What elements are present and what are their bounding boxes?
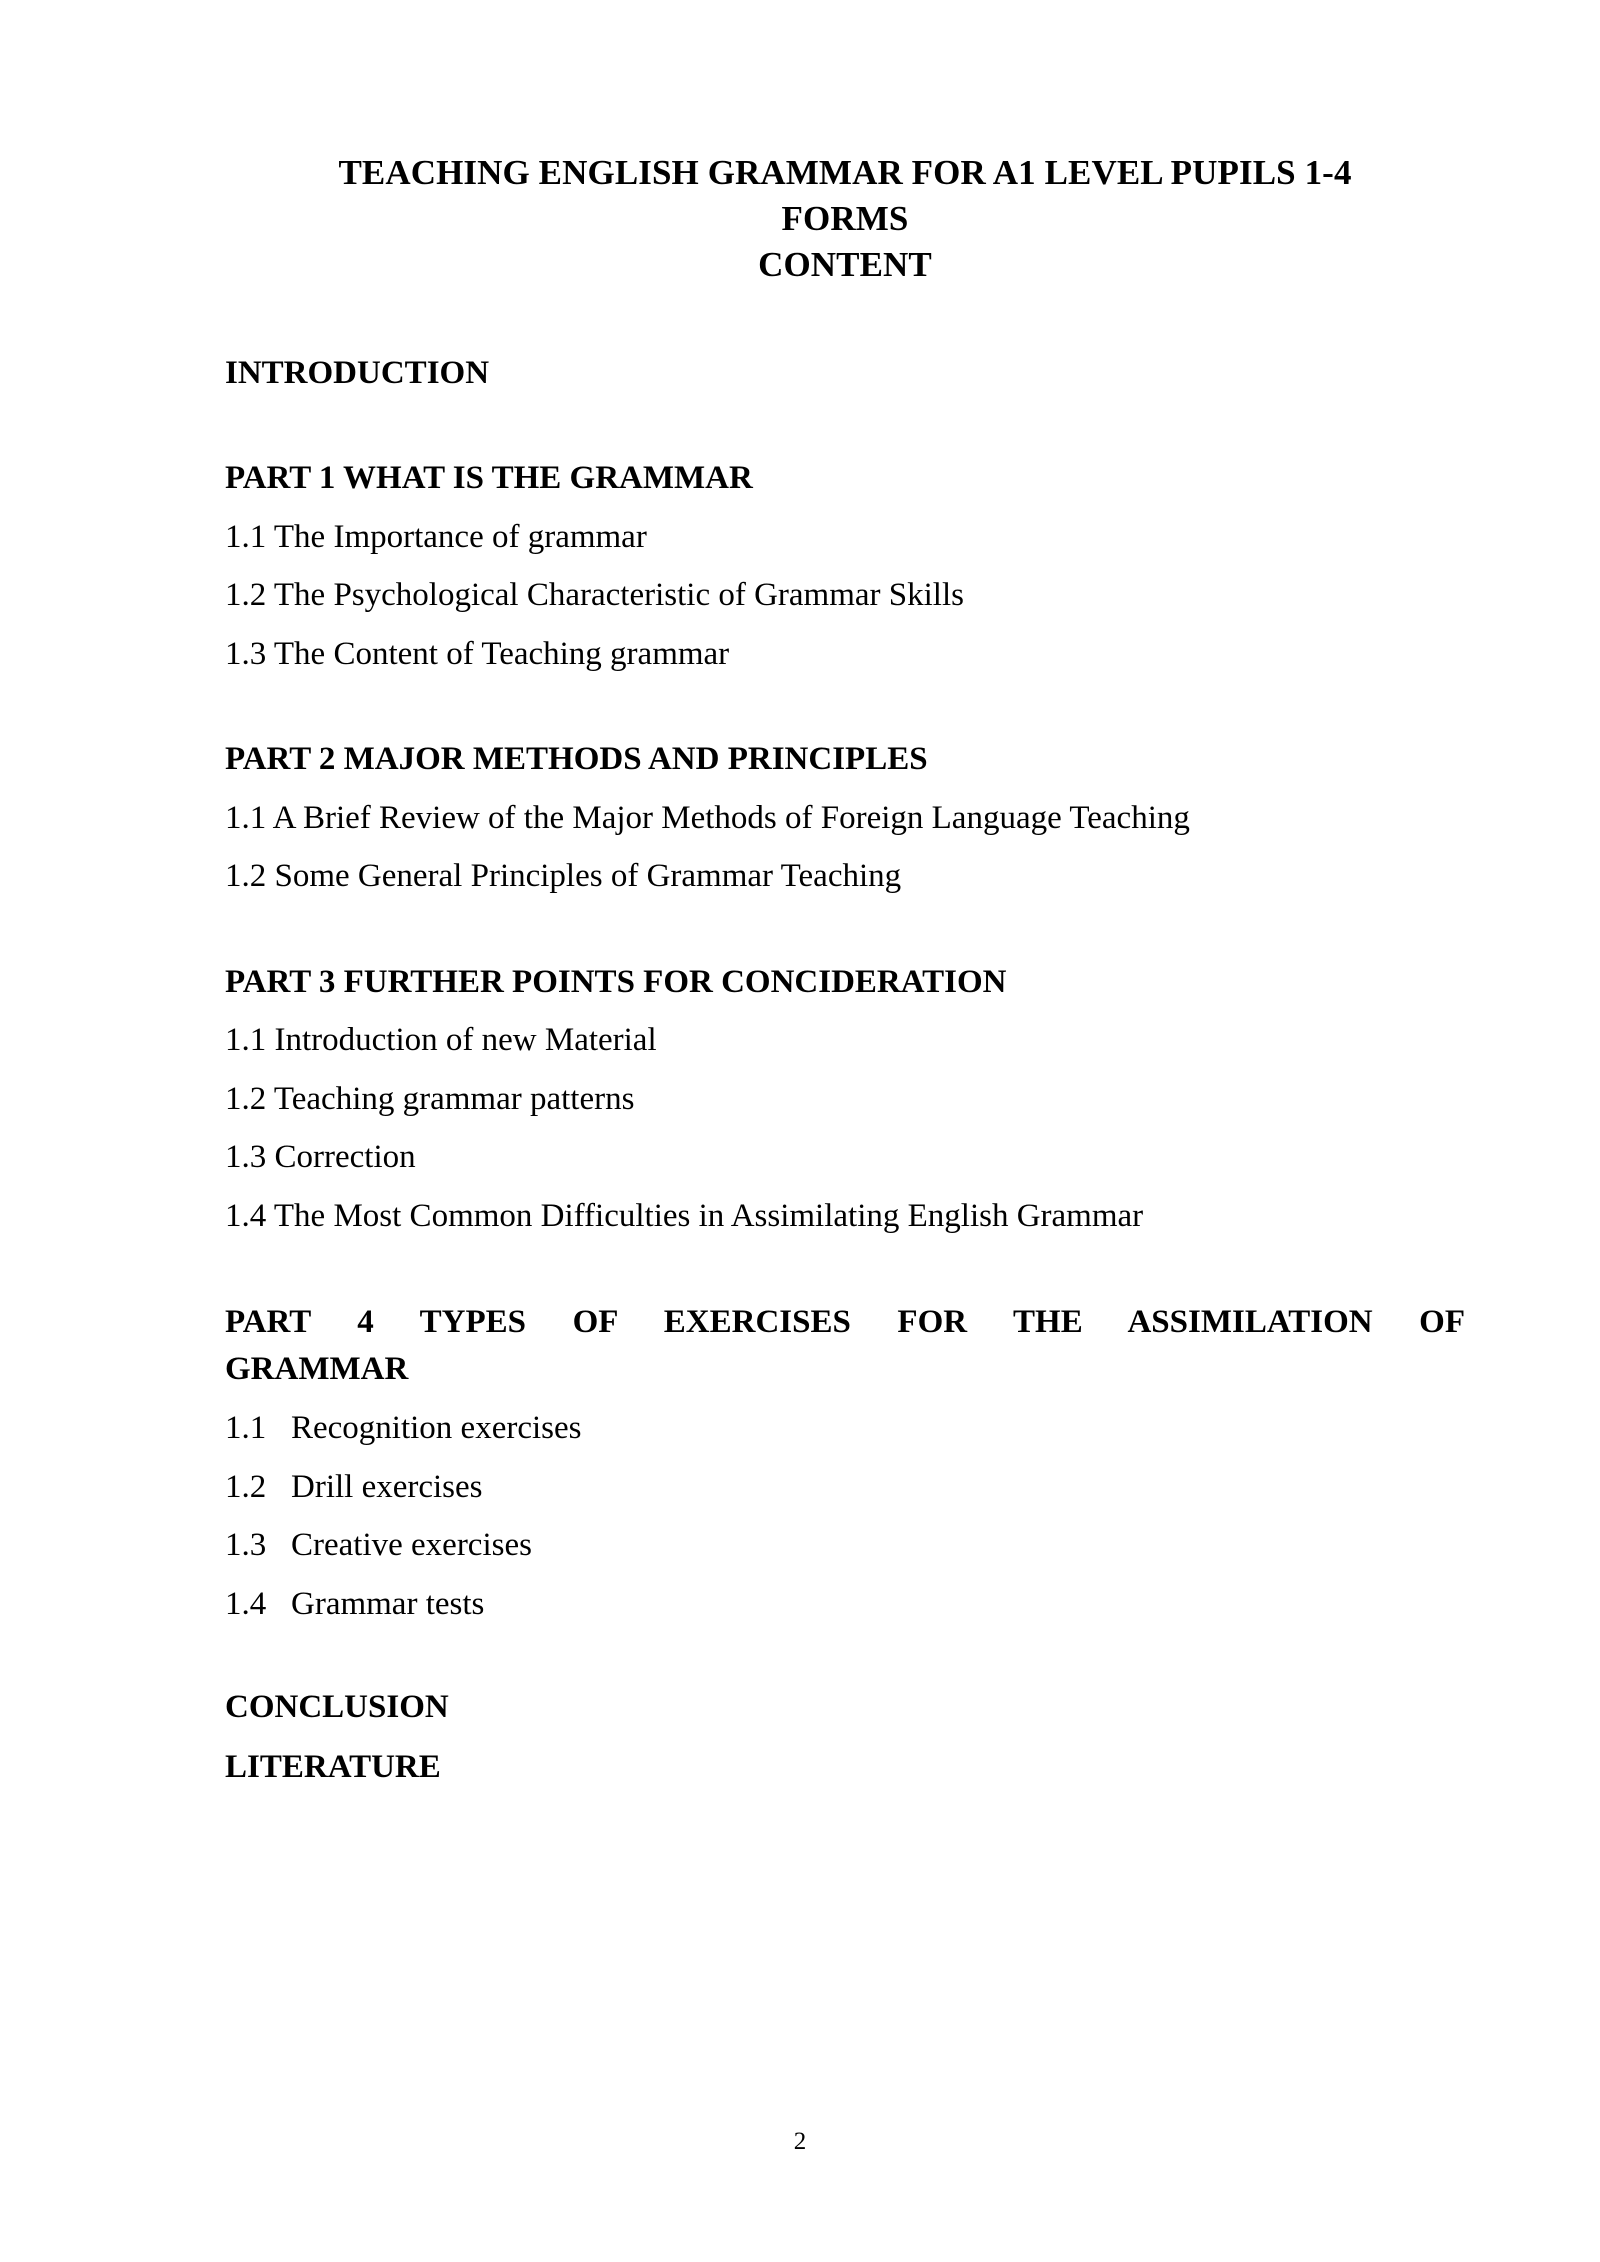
toc-item: 1.1 The Importance of grammar — [225, 518, 647, 555]
toc-item: 1.2 The Psychological Characteristic of Grammar Skills — [225, 577, 964, 614]
heading-part-4 — [225, 1299, 1465, 1393]
toc-item: 1.4 Grammar tests — [225, 1585, 485, 1622]
heading-introduction: INTRODUCTION — [225, 354, 490, 391]
spacer-after-part-2 — [225, 900, 1465, 960]
toc-item: 1.2 Some General Principles of Grammar Teaching — [225, 858, 902, 895]
title-line-3-content-label: CONTENT — [758, 245, 932, 285]
heading-part-4-line-2: GRAMMAR — [225, 1351, 409, 1388]
toc-item: 1.3 Creative exercises — [225, 1527, 532, 1564]
spacer-after-part-3 — [225, 1239, 1465, 1299]
document-title-block — [225, 150, 1465, 289]
toc-item: 1.4 The Most Common Difficulties in Assimilating English Grammar — [225, 1197, 1144, 1234]
spacer-after-part-4 — [225, 1627, 1465, 1685]
heading-conclusion: CONCLUSION — [225, 1689, 449, 1726]
spacer-after-title — [225, 289, 1465, 351]
section-part-4 — [225, 1299, 1465, 1627]
spacer-after-part-1 — [225, 677, 1465, 737]
section-part-3 — [225, 960, 1465, 1240]
section-part-2 — [225, 737, 1465, 900]
heading-part-1: PART 1 WHAT IS THE GRAMMAR — [225, 460, 753, 497]
title-line-1: TEACHING ENGLISH GRAMMAR FOR A1 LEVEL PUPILS 1-4 — [338, 153, 1352, 192]
heading-part-2: PART 2 MAJOR METHODS AND PRINCIPLES — [225, 741, 928, 778]
toc-item: 1.3 Correction — [225, 1139, 416, 1176]
section-part-1 — [225, 456, 1465, 677]
title-line-2: FORMS — [781, 199, 909, 239]
document-body — [225, 150, 1465, 1790]
heading-part-4-line-1: PART 4 TYPES OF EXERCISES FOR THE ASSIMILATION OF — [225, 1304, 1465, 1341]
spacer-after-introduction — [225, 396, 1465, 456]
page-number: 2 — [793, 2128, 807, 2155]
toc-item: 1.1 Introduction of new Material — [225, 1022, 657, 1059]
toc-item: 1.1 A Brief Review of the Major Methods of Foreign Language Teaching — [225, 799, 1190, 836]
toc-item: 1.1 Recognition exercises — [225, 1410, 582, 1447]
toc-item: 1.2 Teaching grammar patterns — [225, 1080, 635, 1117]
toc-item: 1.2 Drill exercises — [225, 1468, 483, 1505]
heading-literature: LITERATURE — [225, 1748, 441, 1785]
toc-item: 1.3 The Content of Teaching grammar — [225, 635, 730, 672]
heading-part-3: PART 3 FURTHER POINTS FOR CONCIDERATION — [225, 963, 1007, 1000]
